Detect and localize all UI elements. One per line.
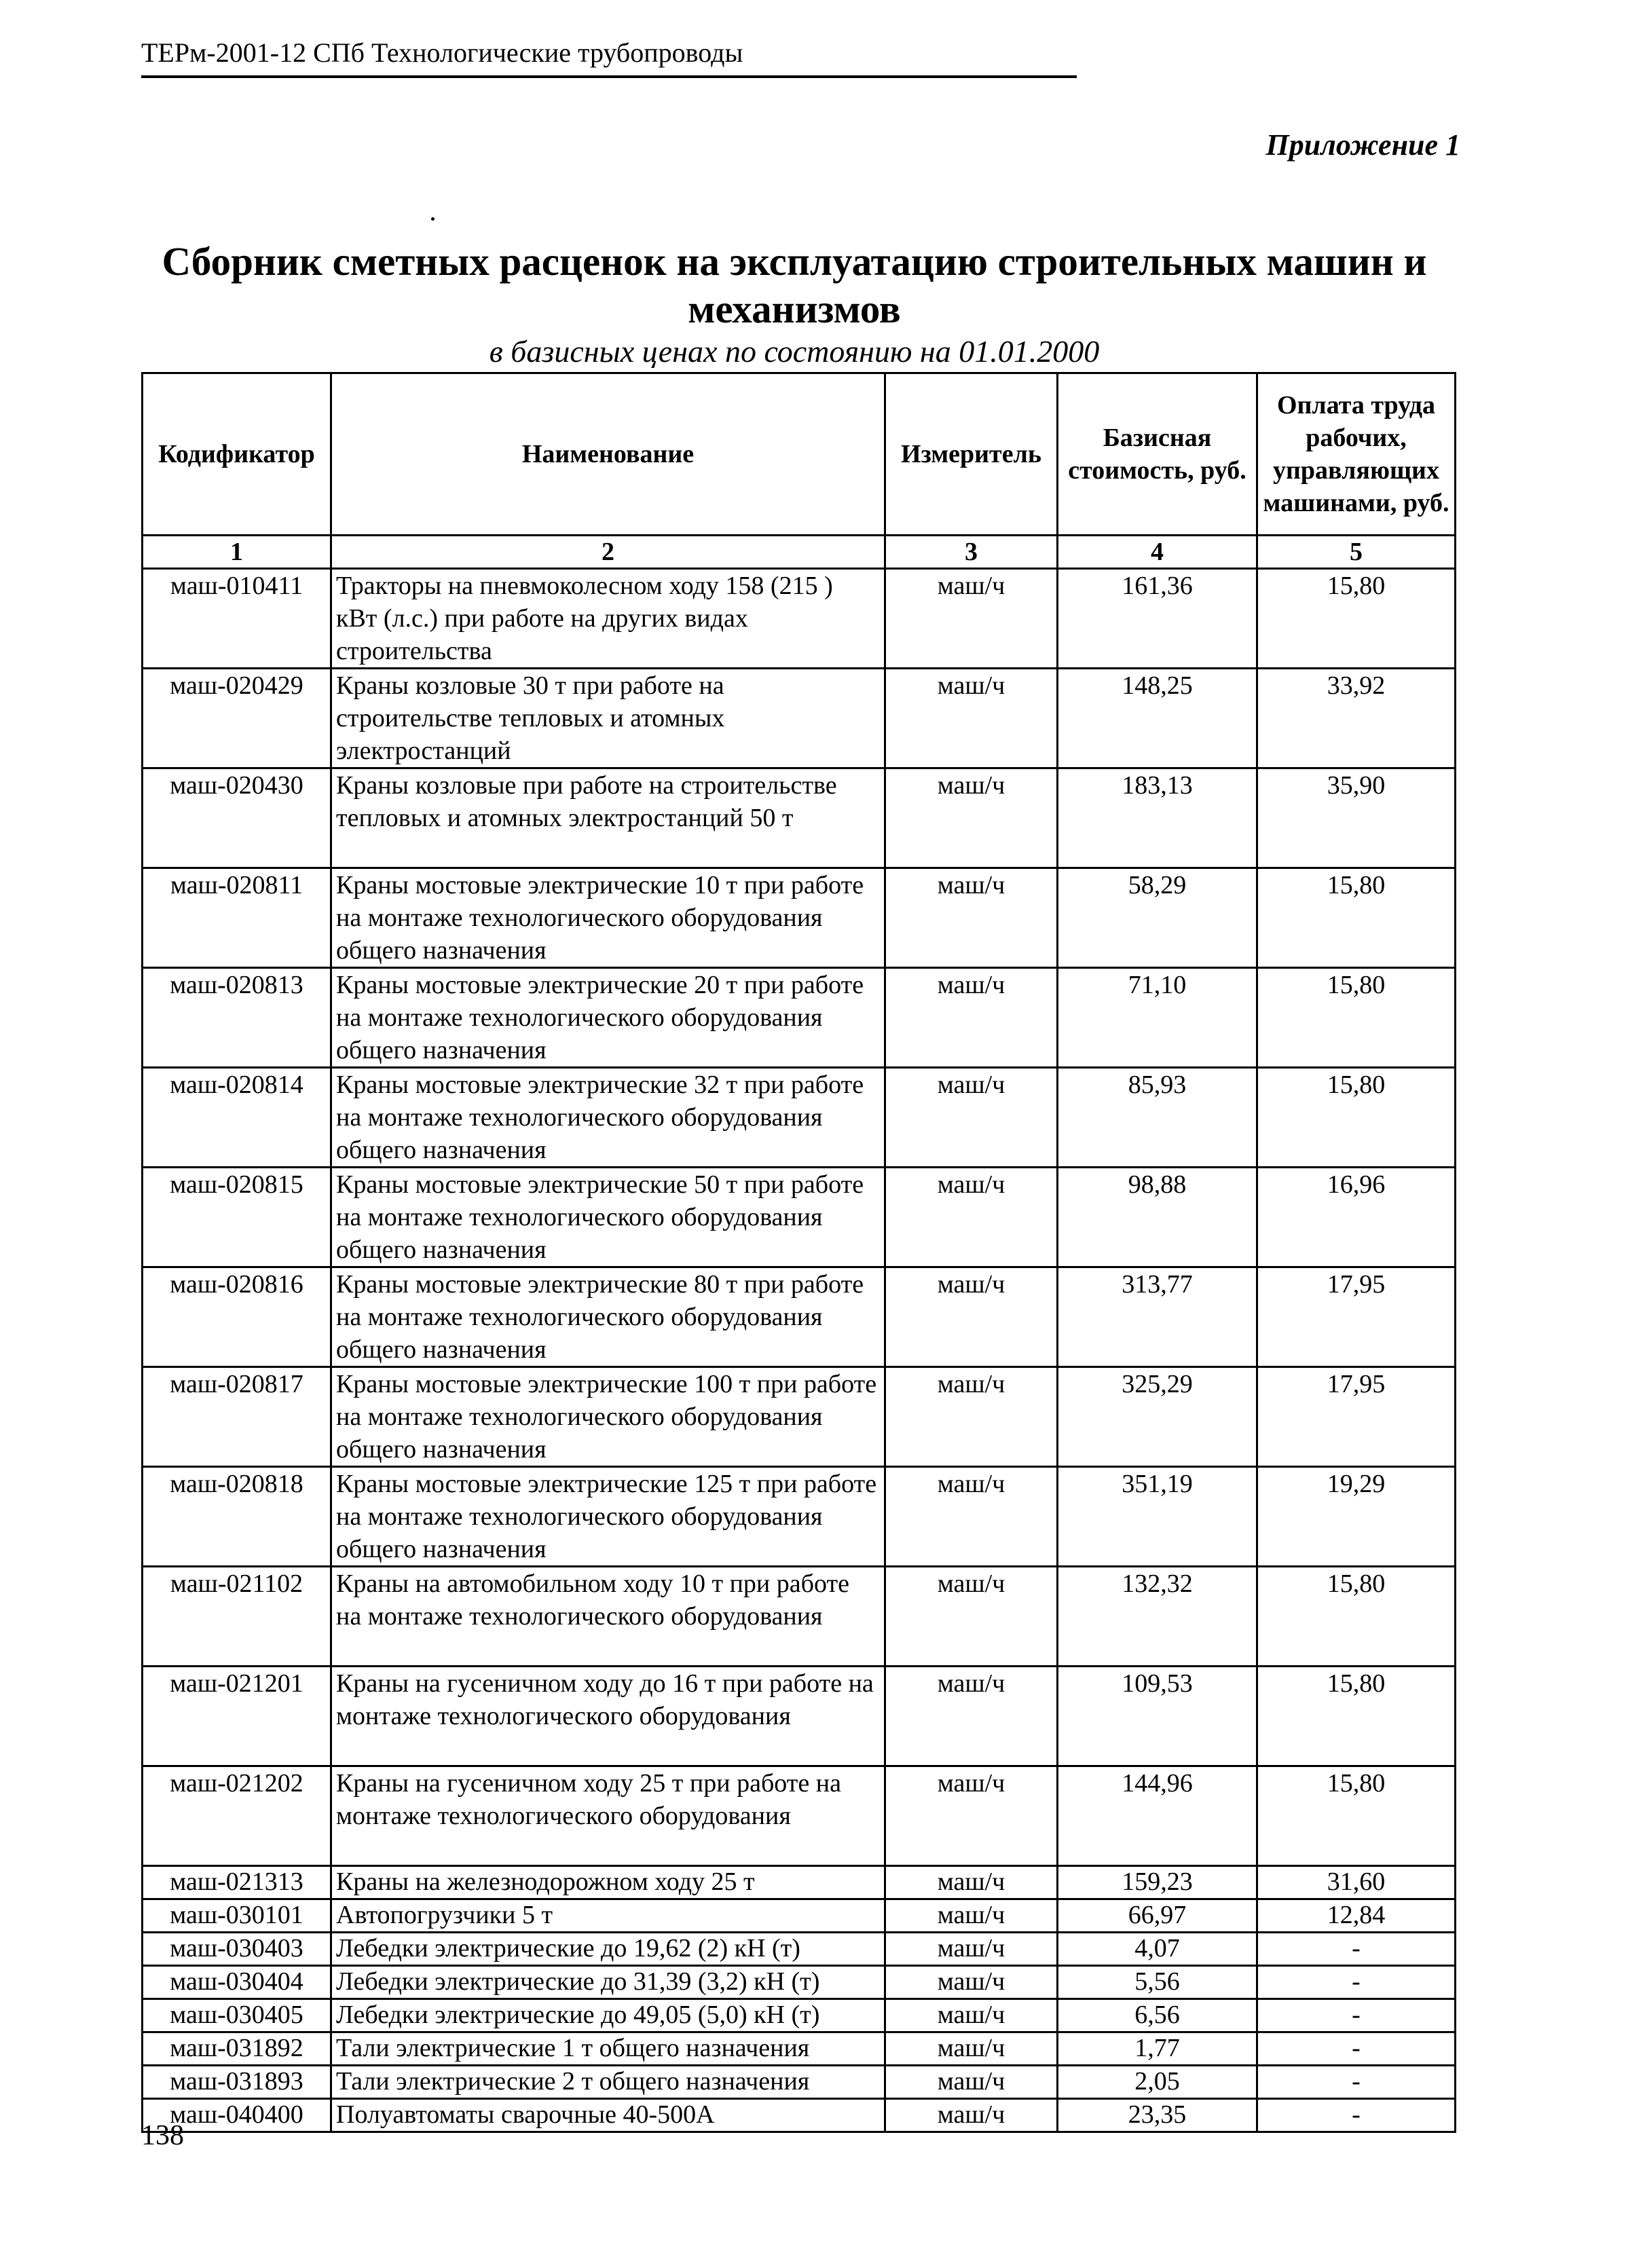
row-wage: 33,92	[1257, 669, 1456, 768]
row-name: Краны козловые 30 т при работе на строительстве тепловых и атомных электростанций	[331, 669, 885, 768]
row-code: маш-040400	[143, 2099, 331, 2132]
row-code: маш-020813	[143, 968, 331, 1068]
row-name: Автопогрузчики 5 т	[331, 1899, 885, 1933]
row-unit: маш/ч	[885, 1367, 1058, 1467]
table-row	[143, 1168, 1456, 1267]
row-unit: маш/ч	[885, 768, 1058, 868]
row-unit: маш/ч	[885, 1667, 1058, 1766]
row-unit: маш/ч	[885, 1933, 1058, 1966]
row-code: маш-031893	[143, 2066, 331, 2099]
column-number: 5	[1257, 536, 1456, 569]
row-wage: 15,80	[1257, 1766, 1456, 1866]
table-row	[143, 768, 1456, 868]
row-cost: 351,19	[1058, 1467, 1257, 1567]
row-code: маш-030405	[143, 1999, 331, 2032]
row-unit: маш/ч	[885, 2032, 1058, 2066]
column-header-name: Наименование	[331, 373, 885, 536]
row-wage: 15,80	[1257, 1567, 1456, 1667]
row-code: маш-020818	[143, 1467, 331, 1567]
row-code: маш-020429	[143, 669, 331, 768]
row-cost: 2,05	[1058, 2066, 1257, 2099]
row-wage: 15,80	[1257, 1068, 1456, 1168]
row-wage: -	[1257, 2032, 1456, 2066]
table-row	[143, 669, 1456, 768]
row-code: маш-021202	[143, 1766, 331, 1866]
row-cost: 5,56	[1058, 1966, 1257, 1999]
page-number: 138	[141, 2120, 184, 2151]
table-row	[143, 569, 1456, 669]
running-header: ТЕРм-2001-12 СПб Технологические трубопроводы	[141, 37, 743, 68]
row-wage: 19,29	[1257, 1467, 1456, 1567]
row-wage: 15,80	[1257, 868, 1456, 968]
row-cost: 159,23	[1058, 1866, 1257, 1899]
row-code: маш-020817	[143, 1367, 331, 1467]
row-cost: 71,10	[1058, 968, 1257, 1068]
row-cost: 148,25	[1058, 669, 1257, 768]
table-row	[143, 1866, 1456, 1899]
row-unit: маш/ч	[885, 1567, 1058, 1667]
row-unit: маш/ч	[885, 1168, 1058, 1267]
table-row	[143, 1899, 1456, 1933]
row-wage: 12,84	[1257, 1899, 1456, 1933]
row-wage: -	[1257, 2066, 1456, 2099]
header-rule	[141, 75, 1077, 78]
table-row	[143, 1267, 1456, 1367]
rates-table	[141, 372, 1456, 2133]
row-wage: -	[1257, 1966, 1456, 1999]
row-name: Краны на гусеничном ходу 25 т при работе на монтаже технологического оборудования	[331, 1766, 885, 1866]
table-row	[143, 1567, 1456, 1667]
row-cost: 4,07	[1058, 1933, 1257, 1966]
row-code: маш-021313	[143, 1866, 331, 1899]
column-number: 4	[1058, 536, 1257, 569]
row-name: Тракторы на пневмоколесном ходу 158 (215 ) кВт (л.с.) при работе на других видах строительства	[331, 569, 885, 669]
row-name: Краны на железнодорожном ходу 25 т	[331, 1866, 885, 1899]
row-name: Краны мостовые электрические 50 т при работе на монтаже технологического оборудования общего назначения	[331, 1168, 885, 1267]
table-row	[143, 2099, 1456, 2132]
row-wage: -	[1257, 2099, 1456, 2132]
row-unit: маш/ч	[885, 1467, 1058, 1567]
row-name: Краны мостовые электрические 100 т при работе на монтаже технологического оборудования общего назначения	[331, 1367, 885, 1467]
row-cost: 98,88	[1058, 1168, 1257, 1267]
column-number: 2	[331, 536, 885, 569]
column-number-row	[143, 536, 1456, 569]
row-unit: маш/ч	[885, 868, 1058, 968]
table-row	[143, 1966, 1456, 1999]
row-name: Лебедки электрические до 49,05 (5,0) кН (т)	[331, 1999, 885, 2032]
row-cost: 183,13	[1058, 768, 1257, 868]
row-code: маш-021102	[143, 1567, 331, 1667]
row-code: маш-020430	[143, 768, 331, 868]
row-code: маш-030403	[143, 1933, 331, 1966]
row-name: Лебедки электрические до 31,39 (3,2) кН (т)	[331, 1966, 885, 1999]
row-unit: маш/ч	[885, 1267, 1058, 1367]
row-name: Тали электрические 1 т общего назначения	[331, 2032, 885, 2066]
row-name: Краны мостовые электрические 32 т при работе на монтаже технологического оборудования общего назначения	[331, 1068, 885, 1168]
table-row	[143, 868, 1456, 968]
row-cost: 1,77	[1058, 2032, 1257, 2066]
table-row	[143, 1766, 1456, 1866]
row-wage: 16,96	[1257, 1168, 1456, 1267]
row-wage: 15,80	[1257, 569, 1456, 669]
column-header-wage: Оплата труда рабочих, управляющих машинами, руб.	[1257, 373, 1456, 536]
table-row	[143, 1933, 1456, 1966]
row-name: Краны мостовые электрические 10 т при работе на монтаже технологического оборудования общего назначения	[331, 868, 885, 968]
row-wage: 31,60	[1257, 1866, 1456, 1899]
row-wage: -	[1257, 1933, 1456, 1966]
row-unit: маш/ч	[885, 1766, 1058, 1866]
row-unit: маш/ч	[885, 669, 1058, 768]
column-number: 3	[885, 536, 1058, 569]
column-header-unit: Измеритель	[885, 373, 1058, 536]
row-code: маш-020811	[143, 868, 331, 968]
row-cost: 85,93	[1058, 1068, 1257, 1168]
row-cost: 144,96	[1058, 1766, 1257, 1866]
row-code: маш-031892	[143, 2032, 331, 2066]
row-code: маш-030404	[143, 1966, 331, 1999]
row-name: Лебедки электрические до 19,62 (2) кН (т)	[331, 1933, 885, 1966]
row-cost: 23,35	[1058, 2099, 1257, 2132]
row-code: маш-021201	[143, 1667, 331, 1766]
row-cost: 313,77	[1058, 1267, 1257, 1367]
row-wage: -	[1257, 1999, 1456, 2032]
row-name: Краны мостовые электрические 20 т при работе на монтаже технологического оборудования общего назначения	[331, 968, 885, 1068]
row-unit: маш/ч	[885, 1068, 1058, 1168]
table-row	[143, 968, 1456, 1068]
row-unit: маш/ч	[885, 2099, 1058, 2132]
row-name: Краны мостовые электрические 125 т при работе на монтаже технологического оборудования общего назначения	[331, 1467, 885, 1567]
document-subtitle: в базисных ценах по состоянию на 01.01.2000	[489, 334, 1100, 369]
row-code: маш-020815	[143, 1168, 331, 1267]
table-row	[143, 2032, 1456, 2066]
table-row	[143, 1999, 1456, 2032]
row-wage: 17,95	[1257, 1267, 1456, 1367]
appendix-label: Приложение 1	[1265, 128, 1460, 162]
row-cost: 132,32	[1058, 1567, 1257, 1667]
table-row	[143, 1068, 1456, 1168]
table-row	[143, 1467, 1456, 1567]
row-unit: маш/ч	[885, 968, 1058, 1068]
row-name: Полуавтоматы сварочные 40-500А	[331, 2099, 885, 2132]
row-cost: 109,53	[1058, 1667, 1257, 1766]
column-header-cost: Базисная стоимость, руб.	[1058, 373, 1257, 536]
row-wage: 15,80	[1257, 968, 1456, 1068]
row-unit: маш/ч	[885, 1899, 1058, 1933]
table-row	[143, 1367, 1456, 1467]
table-row	[143, 2066, 1456, 2099]
row-unit: маш/ч	[885, 1966, 1058, 1999]
row-name: Краны козловые при работе на строительстве тепловых и атомных электростанций 50 т	[331, 768, 885, 868]
row-name: Краны на гусеничном ходу до 16 т при работе на монтаже технологического оборудования	[331, 1667, 885, 1766]
row-name: Краны мостовые электрические 80 т при работе на монтаже технологического оборудования общего назначения	[331, 1267, 885, 1367]
row-name: Краны на автомобильном ходу 10 т при работе на монтаже технологического оборудования	[331, 1567, 885, 1667]
column-header-code: Кодификатор	[143, 373, 331, 536]
row-wage: 15,80	[1257, 1667, 1456, 1766]
row-unit: маш/ч	[885, 1999, 1058, 2032]
row-cost: 66,97	[1058, 1899, 1257, 1933]
row-cost: 58,29	[1058, 868, 1257, 968]
stray-dot	[431, 217, 435, 221]
row-code: маш-030101	[143, 1899, 331, 1933]
row-name: Тали электрические 2 т общего назначения	[331, 2066, 885, 2099]
table-header-row	[143, 373, 1456, 536]
row-cost: 325,29	[1058, 1367, 1257, 1467]
row-code: маш-010411	[143, 569, 331, 669]
row-code: маш-020816	[143, 1267, 331, 1367]
table-row	[143, 1667, 1456, 1766]
row-cost: 6,56	[1058, 1999, 1257, 2032]
row-unit: маш/ч	[885, 2066, 1058, 2099]
column-number: 1	[143, 536, 331, 569]
row-unit: маш/ч	[885, 569, 1058, 669]
row-code: маш-020814	[143, 1068, 331, 1168]
row-cost: 161,36	[1058, 569, 1257, 669]
row-unit: маш/ч	[885, 1866, 1058, 1899]
row-wage: 35,90	[1257, 768, 1456, 868]
document-title: Сборник сметных расценок на эксплуатацию строительных машин и механизмов	[162, 239, 1427, 331]
row-wage: 17,95	[1257, 1367, 1456, 1467]
